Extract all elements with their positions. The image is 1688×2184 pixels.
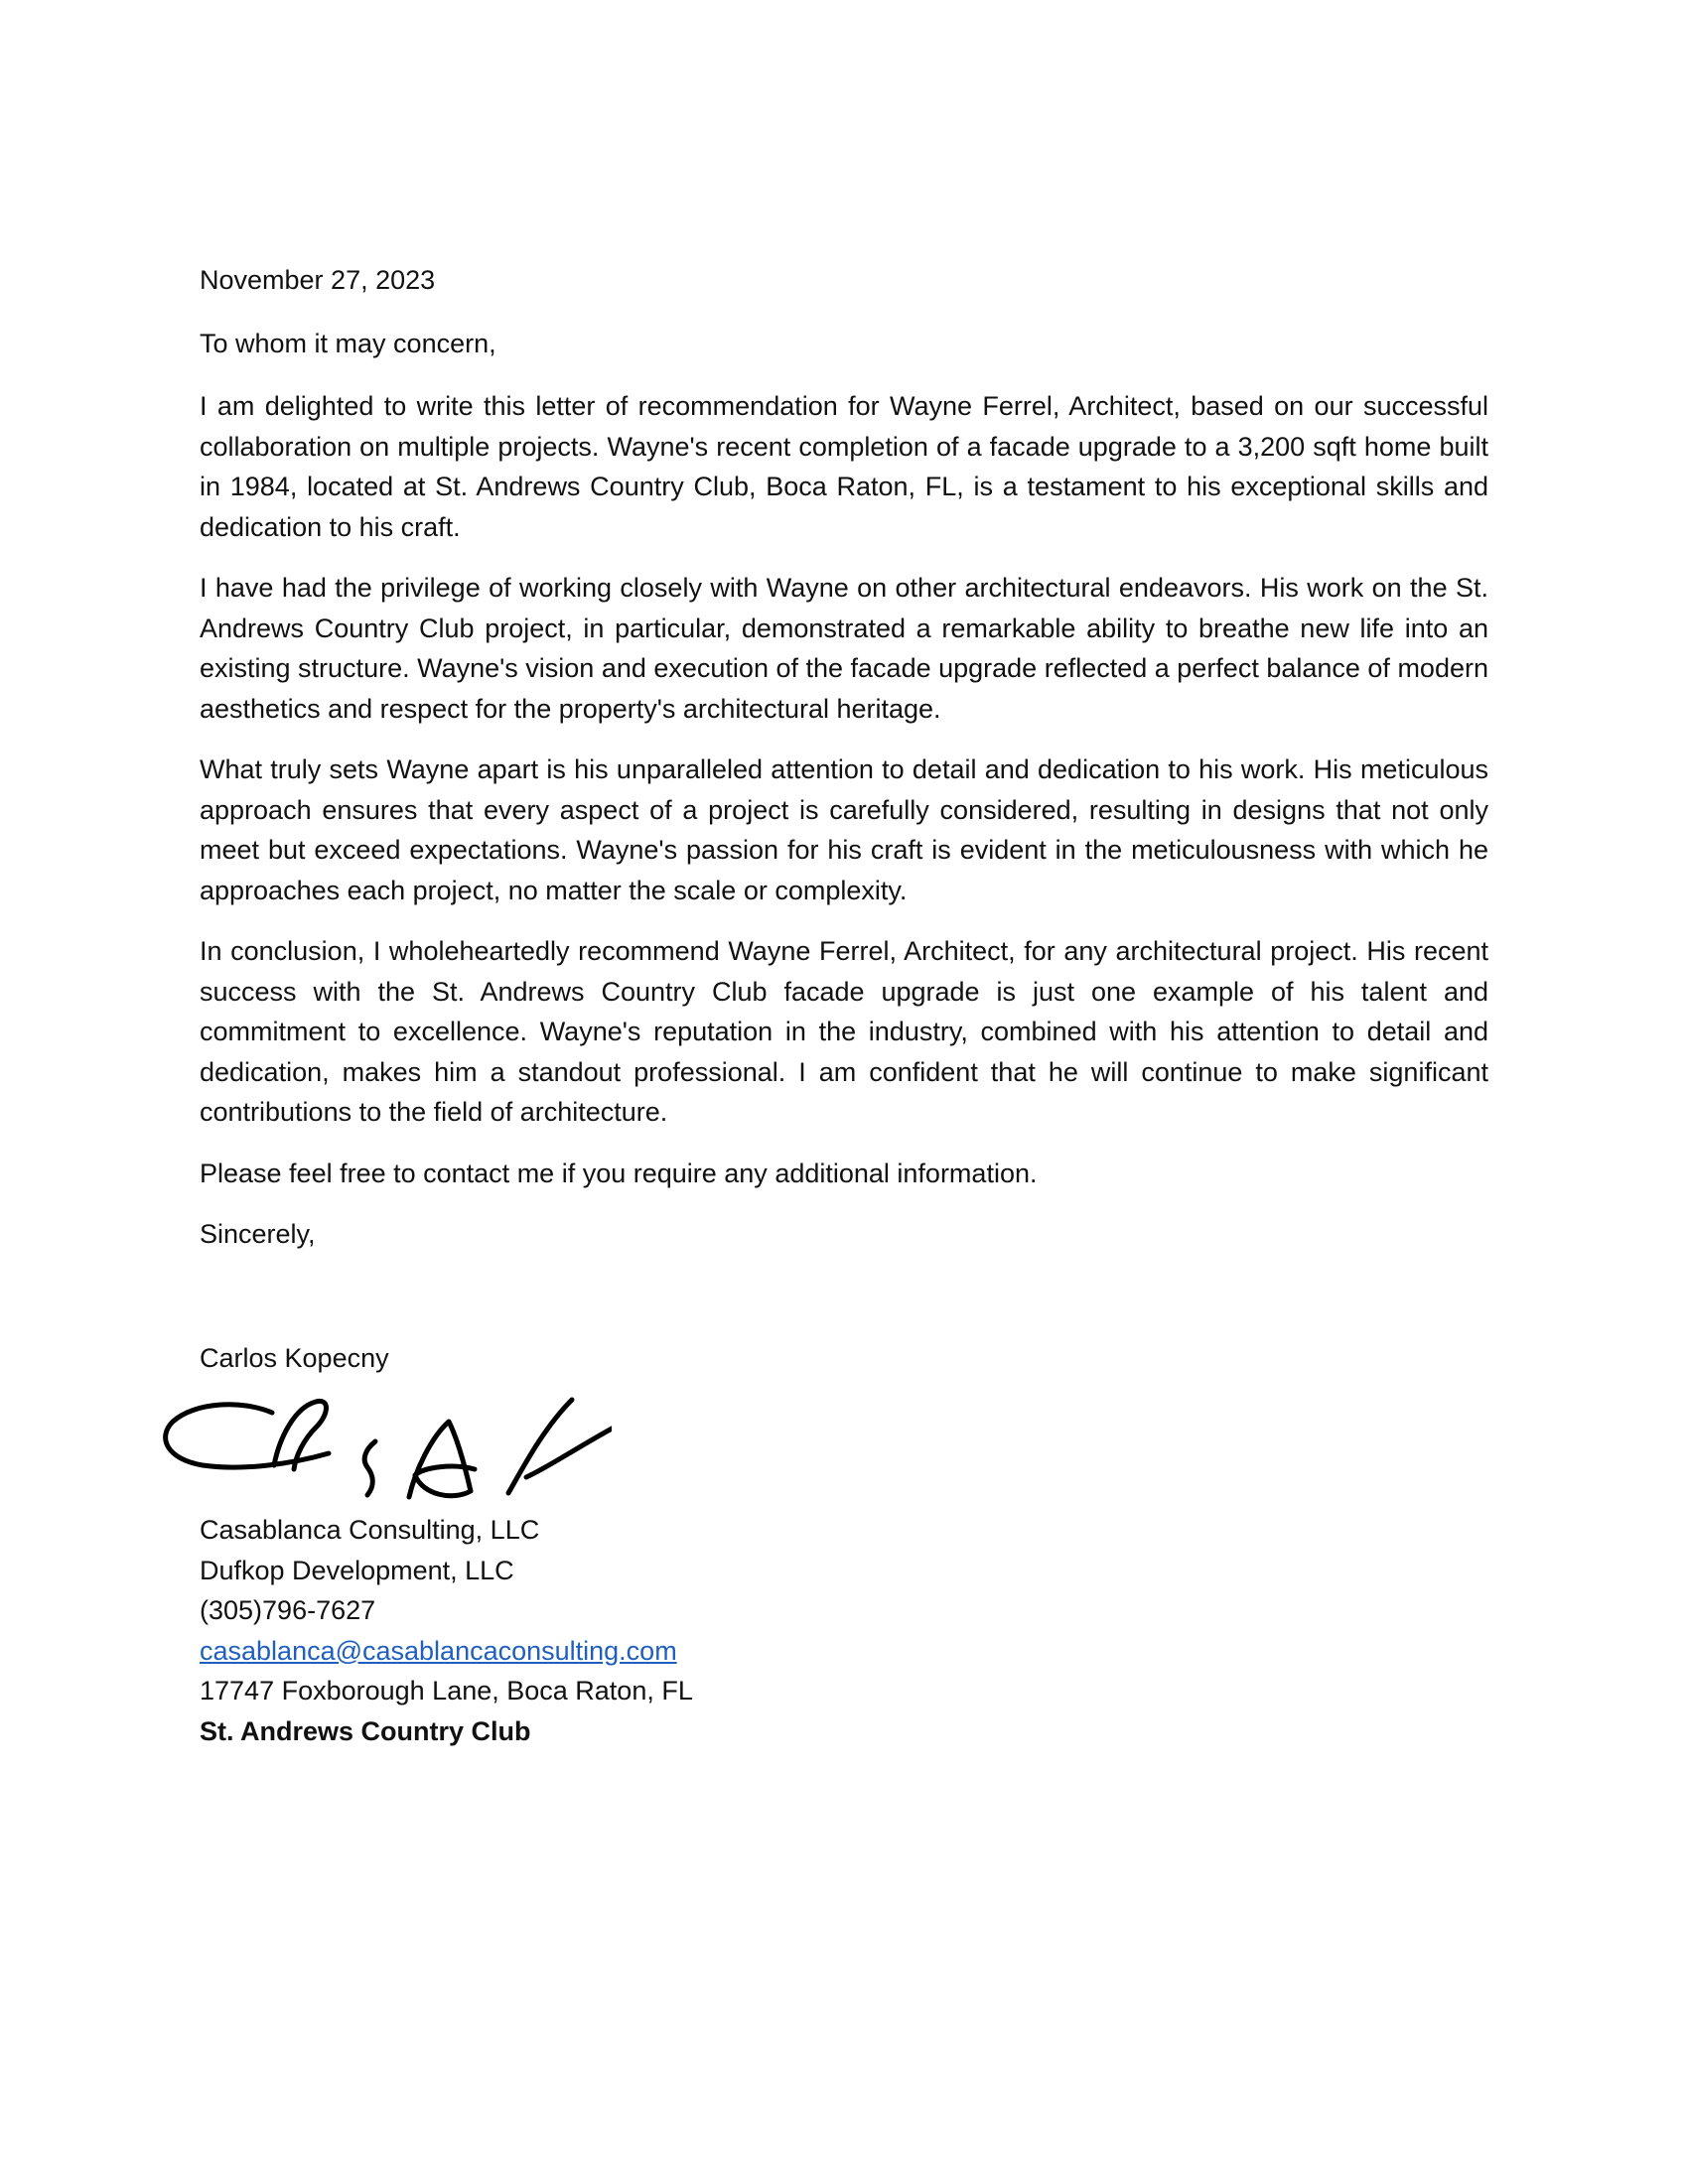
letter-page [200,260,1488,1746]
address: 17747 Foxborough Lane, Boca Raton, FL [200,1676,693,1706]
body-paragraph: What truly sets Wayne apart is his unparalleled attention to detail and dedication to his work. His meticulous approach ensures that every aspect of a project is carefully considered, resulting in designs that not only meet but exceed expectations. Wayne's passion for his craft is evident in the meticulousness with which he approaches each project, no matter the scale or complexity. [200,754,1488,905]
body-paragraph: In conclusion, I wholeheartedly recommend Wayne Ferrel, Architect, for any architectural project. His recent success with the St. Andrews Country Club facade upgrade is just one example of his talent and commitment to excellence. Wayne's reputation in the industry, combined with his attention to detail and dedication, makes him a standout professional. I am confident that he will continue to make significant contributions to the field of architecture. [200,936,1488,1127]
company-name: Dufkop Development, LLC [200,1555,514,1585]
email-link[interactable]: casablanca@casablancaconsulting.com [200,1635,677,1666]
signer-name: Carlos Kopecny [200,1343,389,1373]
phone-number: (305)796-7627 [200,1595,376,1625]
letter-date: November 27, 2023 [200,265,436,295]
club-name: St. Andrews Country Club [200,1715,531,1746]
body-paragraph: I have had the privilege of working closely with Wayne on other architectural endeavors. His work on the St. Andrews Country Club project, in particular, demonstrated a remarkable ability to breathe new life into an existing structure. Wayne's vision and execution of the facade upgrade reflected a perfect balance of modern aesthetics and respect for the property's architectural heritage. [200,573,1488,724]
body-paragraph: I am delighted to write this letter of recommendation for Wayne Ferrel, Architect, based on our successful collaboration on multiple projects. Wayne's recent completion of a facade upgrade to a 3,200 sqft home built in 1984, located at St. Andrews Country Club, Boca Raton, FL, is a testament to his exceptional skills and dedication to his craft. [200,391,1488,542]
body-paragraph: Please feel free to contact me if you require any additional information. [200,1158,1038,1188]
contact-block [200,1510,693,1751]
email-item [200,1631,693,1672]
closing: Sincerely, [200,1219,316,1249]
handwritten-signature-icon [155,1380,612,1509]
salutation: To whom it may concern, [200,328,496,358]
company-name: Casablanca Consulting, LLC [200,1515,540,1545]
